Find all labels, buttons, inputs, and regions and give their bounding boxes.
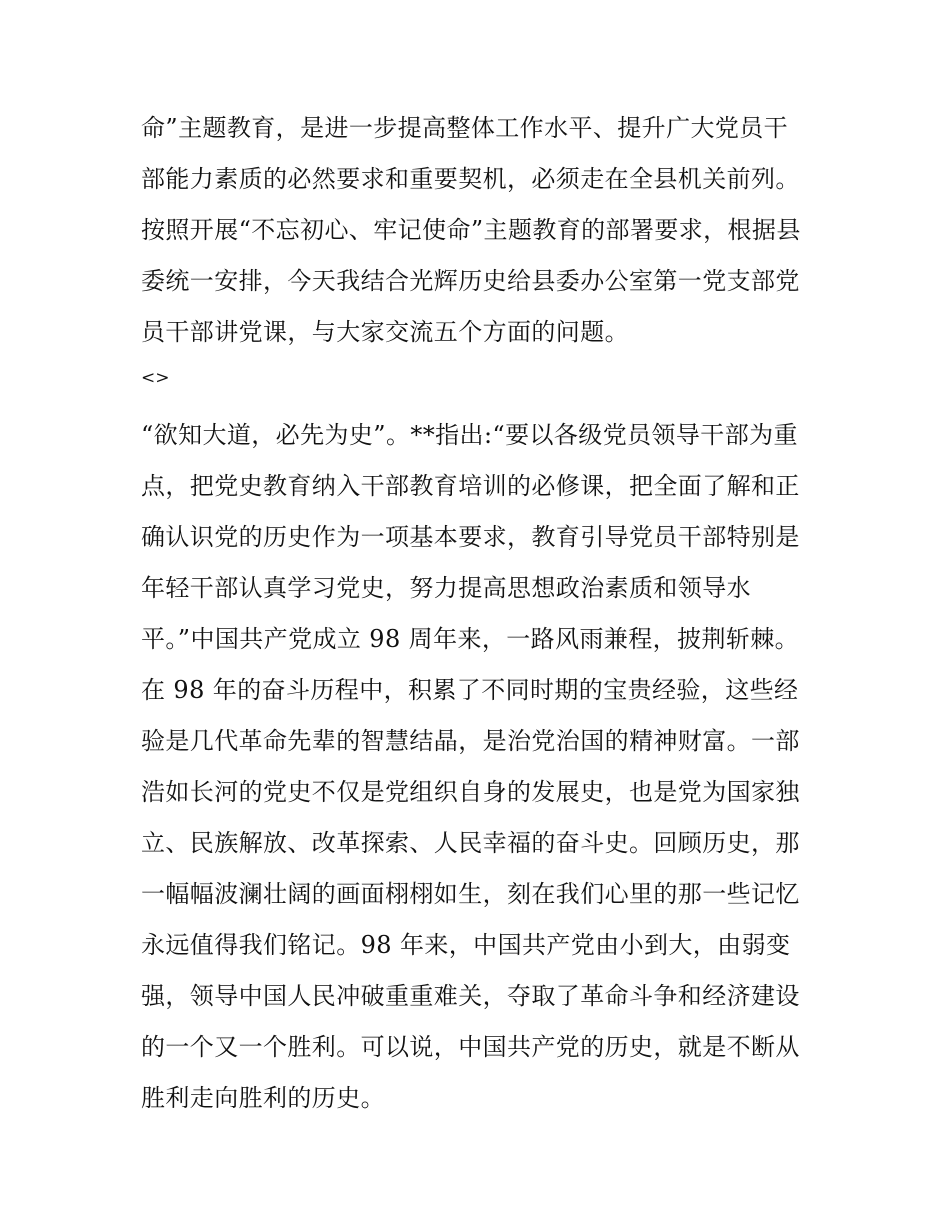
paragraph-1-line-4: 委统一安排，今天我结合光辉历史给县委办公室第一党支部党 bbox=[141, 267, 800, 295]
paragraph-2-line-3: 确认识党的历史作为一项基本要求，教育引导党员干部特别是 bbox=[141, 523, 800, 551]
paragraph-1-line-1: 命”主题教育，是进一步提高整体工作水平、提升广大党员干 bbox=[141, 114, 789, 142]
paragraph-2-line-10: 一幅幅波澜壮阔的画面栩栩如生，刻在我们心里的那一些记忆 bbox=[141, 880, 800, 908]
paragraph-1-line-2: 部能力素质的必然要求和重要契机，必须走在全县机关前列。 bbox=[141, 165, 800, 193]
paragraph-1 bbox=[141, 103, 813, 358]
paragraph-2-line-6: 在 98 年的奋斗历程中，积累了不同时期的宝贵经验，这些经 bbox=[141, 676, 799, 704]
paragraph-2-line-13: 的一个又一个胜利。可以说，中国共产党的历史，就是不断从 bbox=[141, 1033, 800, 1061]
paragraph-1-line-5: 员干部讲党课，与大家交流五个方面的问题。 bbox=[141, 318, 629, 346]
paragraph-2 bbox=[141, 410, 813, 1124]
paragraph-2-line-2: 点，把党史教育纳入干部教育培训的必修课，把全面了解和正 bbox=[141, 472, 800, 500]
section-marker: <> bbox=[141, 368, 170, 388]
paragraph-2-line-4: 年轻干部认真学习党史，努力提高思想政治素质和领导水 bbox=[141, 574, 751, 602]
paragraph-2-line-12: 强，领导中国人民冲破重重难关，夺取了革命斗争和经济建设 bbox=[141, 982, 800, 1010]
paragraph-2-line-9: 立、民族解放、改革探索、人民幸福的奋斗史。回顾历史，那 bbox=[141, 829, 800, 857]
paragraph-2-line-8: 浩如长河的党史不仅是党组织自身的发展史，也是党为国家独 bbox=[141, 778, 800, 806]
paragraph-2-line-1: “欲知大道，必先为史”。**指出:“要以各级党员领导干部为重 bbox=[141, 421, 798, 449]
paragraph-1-line-3: 按照开展“不忘初心、牢记使命”主题教育的部署要求，根据县 bbox=[141, 216, 801, 244]
paragraph-2-line-11: 永远值得我们铭记。98 年来，中国共产党由小到大，由弱变 bbox=[141, 931, 791, 959]
paragraph-2-line-5: 平。”中国共产党成立 98 周年来，一路风雨兼程，披荆斩棘。 bbox=[141, 625, 800, 653]
paragraph-2-line-14: 胜利走向胜利的历史。 bbox=[141, 1084, 385, 1112]
paragraph-2-line-7: 验是几代革命先辈的智慧结晶，是治党治国的精神财富。一部 bbox=[141, 727, 800, 755]
